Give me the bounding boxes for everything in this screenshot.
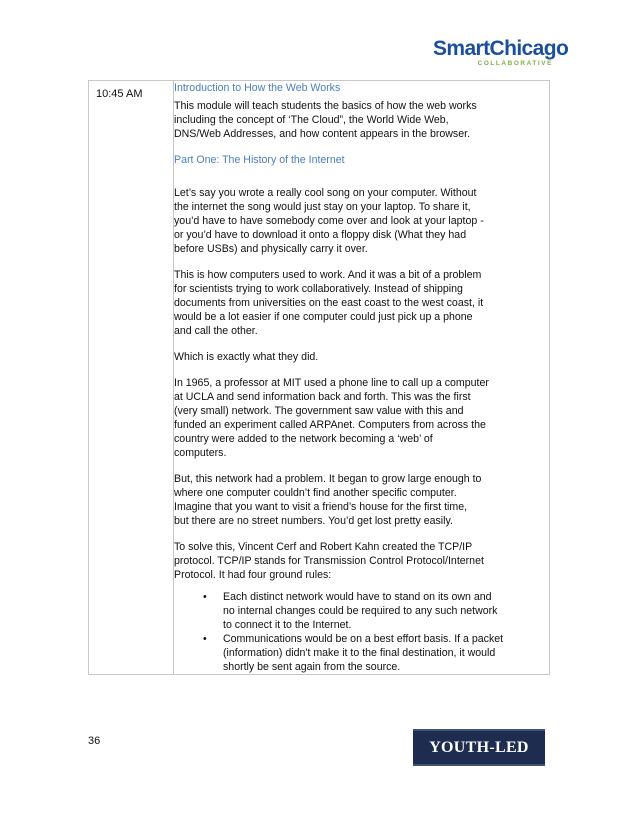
smart-chicago-logo-wordmark: SmartChicago bbox=[433, 37, 569, 60]
text-line: country were added to the network becoming a ‘web’ of bbox=[174, 433, 433, 445]
text-line: Let’s say you wrote a really cool song on your computer. Without bbox=[174, 187, 477, 199]
text-line: Imagine that you want to visit a friend’s house for the first time, bbox=[174, 501, 468, 513]
text-line: Communications would be on a best effort basis. If a packet bbox=[223, 633, 504, 645]
ground-rules-list bbox=[174, 590, 549, 674]
paragraph bbox=[174, 186, 549, 256]
list-item bbox=[203, 632, 549, 674]
text-line: and call the other. bbox=[174, 325, 258, 337]
text-line: for scientists trying to work collaboratively. Instead of shipping bbox=[174, 283, 463, 295]
text-line: funded an experiment called ARPAnet. Computers from across the bbox=[174, 419, 486, 431]
module-title: Introduction to How the Web Works bbox=[174, 82, 341, 94]
text-line: Each distinct network would have to stand on its own and bbox=[223, 591, 492, 603]
bullet-icon: • bbox=[203, 633, 207, 645]
bullet-icon: • bbox=[203, 591, 207, 603]
text-line: protocol. TCP/IP stands for Transmission Control Protocol/Internet bbox=[174, 555, 484, 567]
text-line: Protocol. It had four ground rules: bbox=[174, 569, 332, 581]
text-line: where one computer couldn’t find another specific computer. bbox=[174, 487, 457, 499]
text-line: (very small) network. The government saw value with this and bbox=[174, 405, 464, 417]
text-line: documents from universities on the east coast to the west coast, it bbox=[174, 297, 484, 309]
text-line: In 1965, a professor at MIT used a phone line to call up a computer bbox=[174, 377, 489, 389]
text-line: to connect it to the Internet. bbox=[223, 619, 352, 631]
module-intro bbox=[174, 99, 549, 141]
page-number: 36 bbox=[88, 735, 101, 747]
schedule-row bbox=[89, 81, 550, 675]
paragraph bbox=[174, 376, 549, 460]
text-line: no internal changes could be required to any such network bbox=[223, 605, 498, 617]
text-line: (information) didn't make it to the final destination, it would bbox=[223, 647, 496, 659]
schedule-table bbox=[88, 80, 550, 675]
time-cell bbox=[89, 81, 174, 675]
section-heading: Part One: The History of the Internet bbox=[174, 154, 345, 166]
smart-chicago-logo-subtitle: COLLABORATIVE bbox=[477, 60, 553, 67]
list-item bbox=[203, 590, 549, 632]
text-line: To solve this, Vincent Cerf and Robert Kahn created the TCP/IP bbox=[174, 541, 473, 553]
text-line: you’d have to have somebody come over and look at your laptop - bbox=[174, 215, 484, 227]
text-line: This is how computers used to work. And it was a bit of a problem bbox=[174, 269, 482, 281]
text-line: DNS/Web Addresses, and how content appears in the browser. bbox=[174, 128, 471, 140]
text-line: This module will teach students the basics of how the web works bbox=[174, 100, 477, 112]
paragraph bbox=[174, 472, 549, 528]
youth-led-tech-logo-text: YOUTH-LED TECH bbox=[429, 739, 529, 789]
paragraph bbox=[174, 540, 549, 582]
content-cell bbox=[174, 81, 550, 675]
text-line: before USBs) and physically carry it over. bbox=[174, 243, 368, 255]
text-line: computers. bbox=[174, 447, 227, 459]
text-line: But, this network had a problem. It began to grow large enough to bbox=[174, 473, 482, 485]
text-line: but there are no street numbers. You’d get lost pretty easily. bbox=[174, 515, 453, 527]
text-line: at UCLA and send information back and forth. This was the first bbox=[174, 391, 471, 403]
paragraph bbox=[174, 268, 549, 338]
text-line: shortly be sent again from the source. bbox=[223, 661, 401, 673]
youth-led-tech-logo bbox=[413, 729, 545, 789]
text-line: the internet the song would just stay on your laptop. To share it, bbox=[174, 201, 471, 213]
smart-chicago-logo bbox=[433, 37, 569, 72]
text-line: including the concept of ‘The Cloud”, the World Wide Web, bbox=[174, 114, 449, 126]
text-line: would be a lot easier if one computer could just pick up a phone bbox=[174, 311, 473, 323]
text-line: Which is exactly what they did. bbox=[174, 351, 319, 363]
session-time: 10:45 AM bbox=[96, 88, 143, 100]
text-line: or you’d have to download it onto a floppy disk (What they had bbox=[174, 229, 467, 241]
paragraph bbox=[174, 350, 549, 364]
